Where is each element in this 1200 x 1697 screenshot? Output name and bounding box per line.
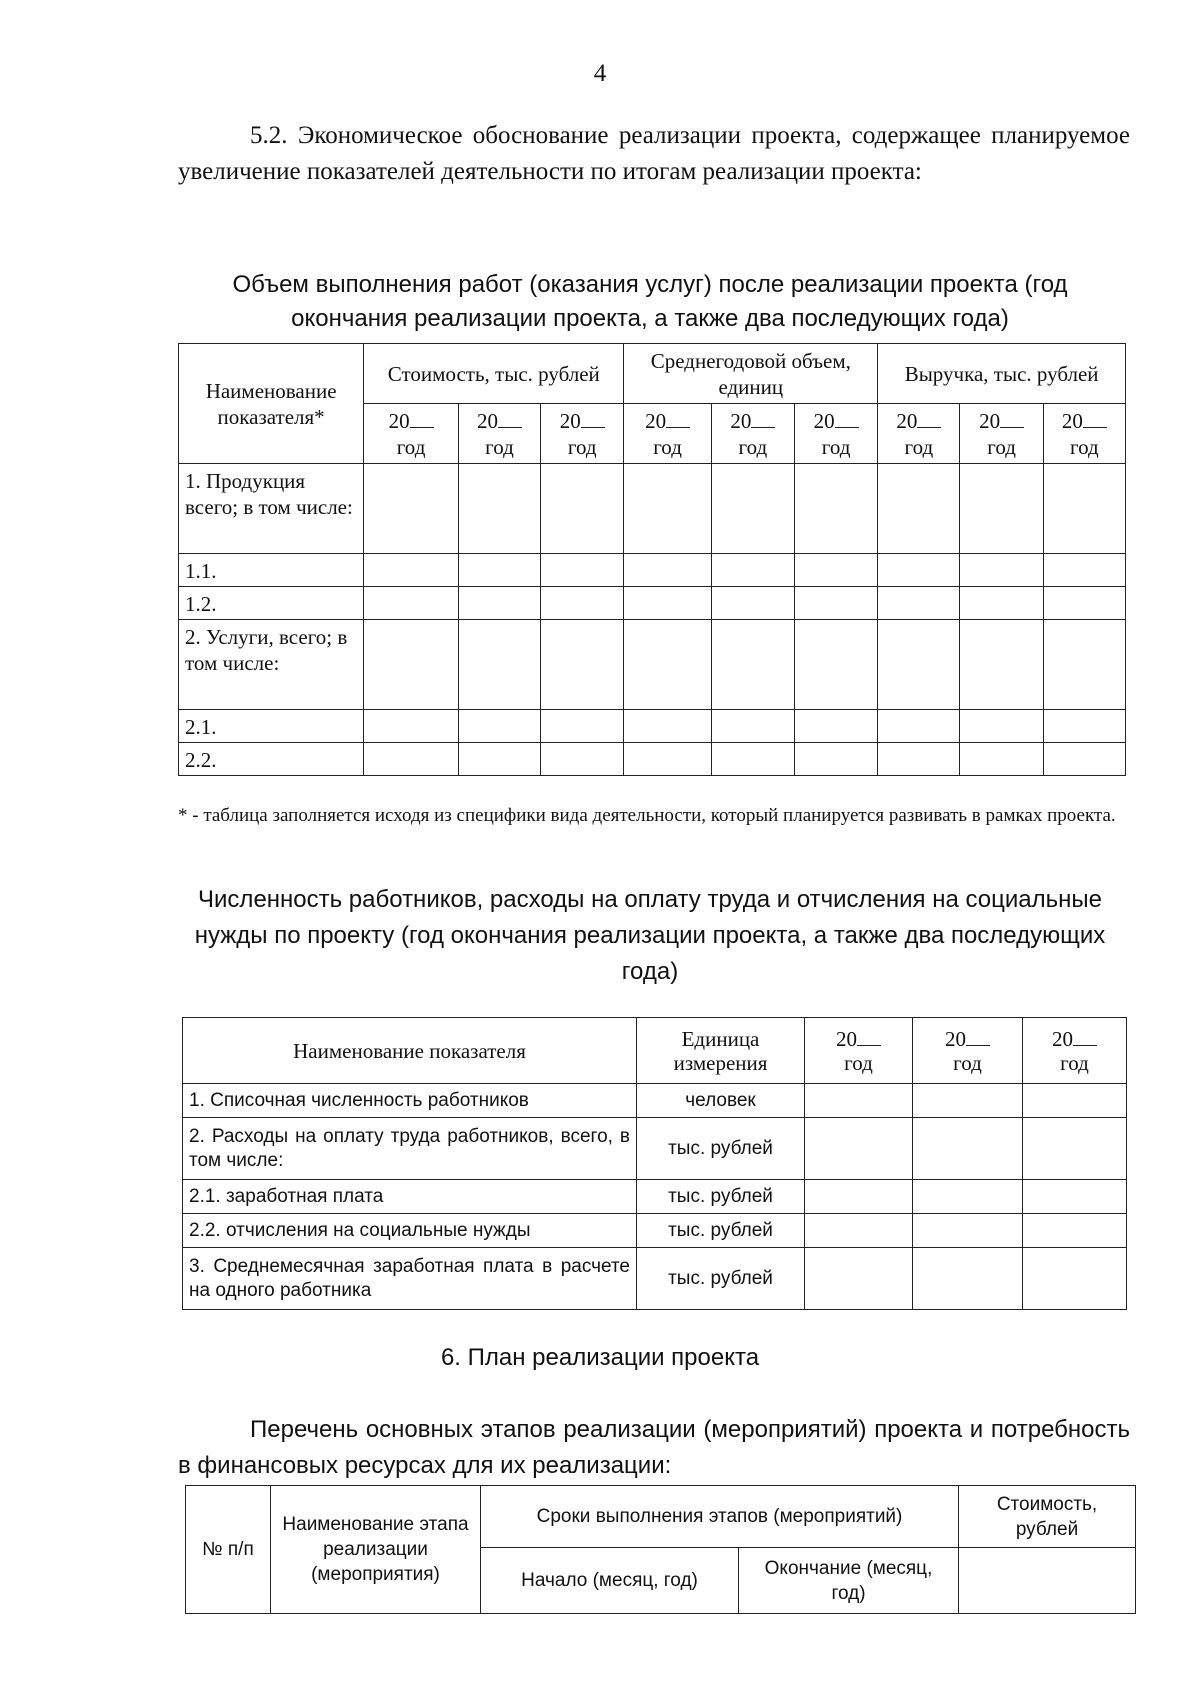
table-row: [183, 1118, 1127, 1180]
table1-title: Объем выполнения работ (оказания услуг) после реализации проекта (год окончания реализации проекта, а также два последующих года): [232, 271, 1068, 332]
row-label: 3. Среднемесячная заработная плата в расчете на одного работника: [183, 1248, 637, 1310]
table-row: [179, 587, 1126, 620]
year-header: 20 год: [805, 1018, 913, 1084]
year-header: 20 год: [913, 1018, 1023, 1084]
table-row: [179, 620, 1126, 710]
year-header: 20 год: [795, 404, 878, 464]
num-header: № п/п: [186, 1486, 271, 1614]
table-row: [183, 1180, 1127, 1214]
year-header: 20 год: [624, 404, 711, 464]
year-header: 20 год: [364, 404, 459, 464]
row-unit: человек: [637, 1084, 805, 1118]
group-header-volume: Среднегодовой объем, единиц: [624, 344, 878, 404]
row-label: 2.2. отчисления на социальные нужды: [183, 1214, 637, 1248]
year-header: 20 год: [458, 404, 540, 464]
year-header: 20 год: [878, 404, 960, 464]
page-number: 4: [593, 60, 607, 87]
table-row: [179, 743, 1126, 776]
stage-name-header: Наименование этапа реализации (мероприятия): [271, 1486, 481, 1614]
table-row: [183, 1084, 1127, 1118]
row-label: 1.2.: [179, 587, 364, 620]
row-label: 2.1.: [179, 710, 364, 743]
end-header: Окончание (месяц, год): [739, 1548, 959, 1614]
section-5-2-text: 5.2. Экономическое обоснование реализации проекта, содержащее планируемое увеличение показателей деятельности по итогам реализации проекта:: [178, 122, 1130, 185]
row-label: 1. Списочная численность работников: [183, 1084, 637, 1118]
row-unit: тыс. рублей: [637, 1248, 805, 1310]
row-unit: тыс. рублей: [637, 1214, 805, 1248]
section-6-intro: Перечень основных этапов реализации (мероприятий) проекта и потребность в финансовых ресурсах для их реализации:: [178, 1416, 1130, 1479]
row-label: 1.1.: [179, 554, 364, 587]
table-row: [179, 464, 1126, 554]
year-header: 20 год: [1043, 404, 1125, 464]
name-header: Наименование показателя*: [179, 344, 364, 464]
unit-header: Единица измерения: [637, 1018, 805, 1084]
table-row: [179, 554, 1126, 587]
group-header-revenue: Выручка, тыс. рублей: [878, 344, 1126, 404]
volume-table: [178, 343, 1126, 776]
row-label: 2.2.: [179, 743, 364, 776]
row-label: 2. Услуги, всего; в том числе:: [179, 620, 364, 710]
section-6-title: 6. План реализации проекта: [440, 1344, 760, 1371]
name-header: Наименование показателя: [183, 1018, 637, 1084]
plan-table: [185, 1485, 1136, 1614]
year-header: 20 год: [541, 404, 624, 464]
footnote: * - таблица заполняется исходя из специфики вида деятельности, который планируется развивать в рамках проекта.: [178, 805, 1116, 826]
cost-header: Стоимость, рублей: [959, 1486, 1136, 1548]
row-unit: тыс. рублей: [637, 1180, 805, 1214]
year-header: 20 год: [960, 404, 1043, 464]
table-row: [183, 1214, 1127, 1248]
terms-header: Сроки выполнения этапов (мероприятий): [481, 1486, 959, 1548]
year-header: 20 год: [711, 404, 794, 464]
table2-title: Численность работников, расходы на оплату труда и отчисления на социальные нужды по проекту (год окончания реализации проекта, а также два последующих года): [194, 886, 1106, 985]
group-header-cost: Стоимость, тыс. рублей: [364, 344, 624, 404]
row-label: 2. Расходы на оплату труда работников, всего, в том числе:: [183, 1118, 637, 1180]
cost-cell: [959, 1548, 1136, 1614]
row-unit: тыс. рублей: [637, 1118, 805, 1180]
start-header: Начало (месяц, год): [481, 1548, 739, 1614]
row-label: 1. Продукция всего; в том числе:: [179, 464, 364, 554]
year-header: 20 год: [1023, 1018, 1127, 1084]
row-label: 2.1. заработная плата: [183, 1180, 637, 1214]
table-row: [179, 710, 1126, 743]
table-row: [183, 1248, 1127, 1310]
staff-table: [182, 1017, 1127, 1310]
